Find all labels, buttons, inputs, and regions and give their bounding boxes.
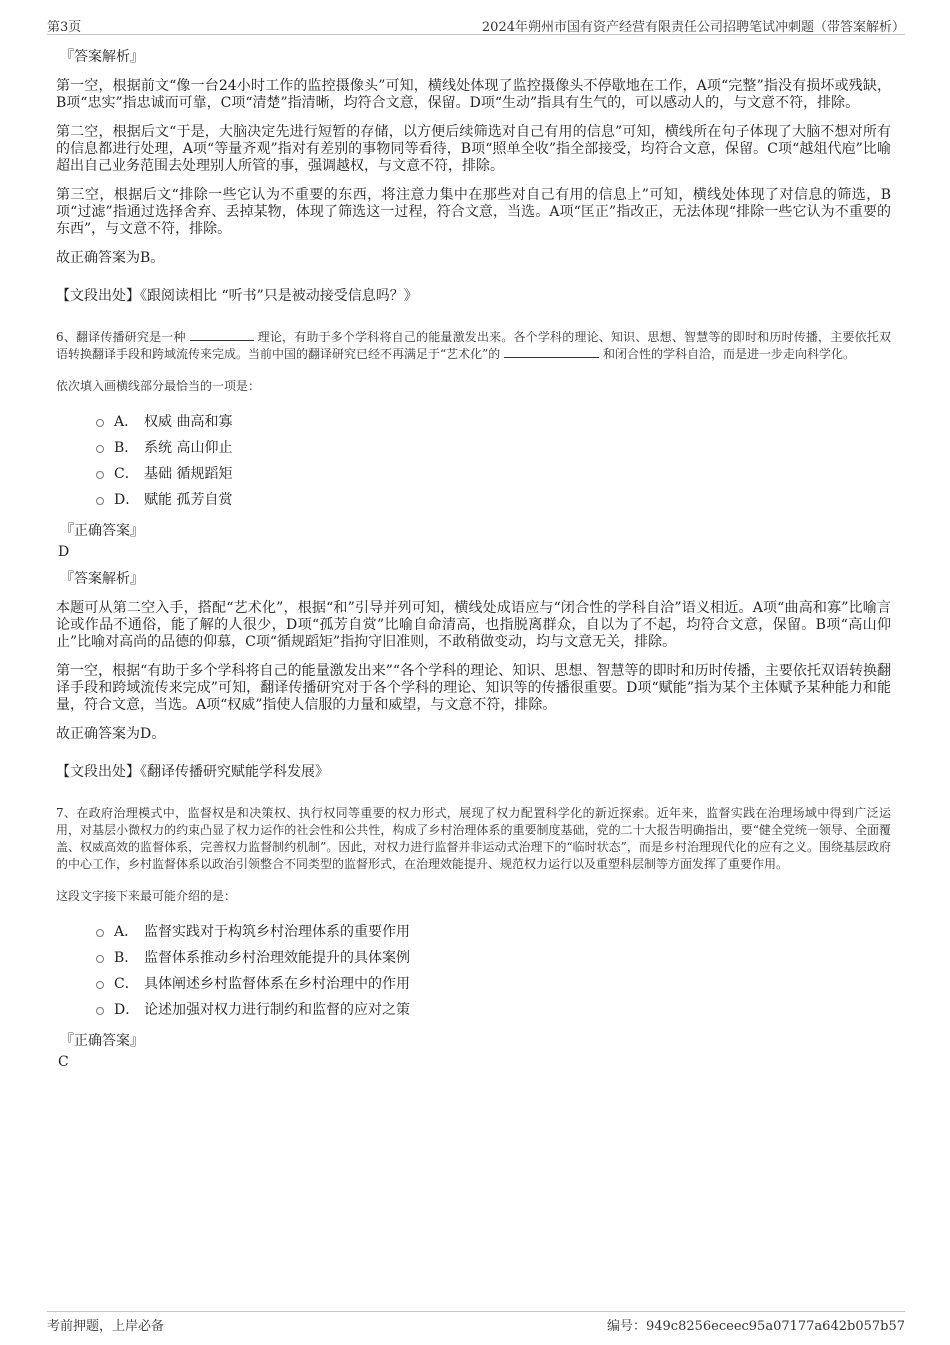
option-b[interactable]	[96, 944, 891, 970]
option-text: 赋能 孤芳自赏	[144, 492, 233, 508]
text-source: 【文段出处】《翻译传播研究赋能学科发展》	[56, 764, 329, 780]
option-text: 监督体系推动乡村治理效能提升的具体案例	[144, 950, 410, 966]
option-c[interactable]	[96, 970, 891, 996]
option-letter: D．	[114, 1002, 140, 1018]
analysis-label: 『答案解析』	[60, 571, 144, 587]
analysis-paragraph: 本题可从第二空入手，搭配“艺术化”，根据“和”引导并列可知，横线处成语应与“闭合性的学科自洽”语义相近。A项“曲高和寡”比喻言论或作品不通俗，能了解的人很少，D项“孤芳自赏”比喻自命清高，也指脱离群众，自以为了不起，均符合文意，保留。B项“高山仰止”比喻对高尚的品德的仰慕，C项“循规蹈矩”指拘守旧准则，不敢稍做变动，均与文意无关，排除。	[56, 600, 891, 650]
analysis-paragraph: 第三空，根据后文“排除一些它认为不重要的东西，将注意力集中在那些对自己有用的信息上”可知，横线处体现了对信息的筛选，B项“过滤”指通过选择舍弃、丢掉某物，体现了筛选这一过程，符合文意，当选。A项“匡正”指改正，无法体现“排除一些它认为不重要的东西”，与文意不符，排除。	[56, 187, 891, 237]
page-header	[47, 12, 905, 35]
analysis-paragraph: 第一空，根据前文“像一台24小时工作的监控摄像头”可知，横线处体现了监控摄像头不停歇地在工作，A项“完整”指没有损坏或残缺，B项“忠实”指忠诚而可靠，C项“清楚”指清晰，均符合文意，保留。D项“生动”指具有生气的，可以感动人的，与文意不符，排除。	[56, 78, 891, 111]
question-text: 和闭合性的学科自洽，而是进一步走向科学化。	[602, 347, 855, 361]
option-text: 论述加强对权力进行制约和监督的应对之策	[144, 1002, 410, 1018]
radio-icon[interactable]	[96, 981, 104, 989]
option-letter: D．	[114, 492, 140, 508]
option-c[interactable]	[96, 460, 891, 486]
option-d[interactable]	[96, 486, 891, 512]
radio-icon[interactable]	[96, 419, 104, 427]
option-d[interactable]	[96, 996, 891, 1022]
question-6	[56, 329, 891, 363]
option-text: 系统 高山仰止	[144, 440, 233, 456]
fill-blank	[504, 347, 599, 358]
question-text: 理论，有助于多个学科将自己的能量激发出来。各个学科的理论、知识、思想、智慧等的即时和历时传播，主要依托双语转换翻译手段和跨域流传来完成。当前中国的翻译研究已经不再满足于“艺术化”的	[56, 330, 891, 361]
option-letter: C．	[114, 466, 139, 482]
option-letter: A．	[114, 414, 139, 430]
footer-slogan: 考前押题，上岸必备	[47, 1319, 165, 1334]
option-list	[96, 918, 891, 1022]
option-letter: B．	[114, 950, 139, 966]
option-text: 权威 曲高和寡	[144, 414, 233, 430]
radio-icon[interactable]	[96, 497, 104, 505]
page-footer	[47, 1311, 905, 1334]
document-title: 2024年朔州市国有资产经营有限责任公司招聘笔试冲刺题（带答案解析）	[481, 20, 905, 35]
text-source: 【文段出处】《跟阅读相比 “听书”只是被动接受信息吗？》	[56, 288, 418, 304]
radio-icon[interactable]	[96, 445, 104, 453]
page-number: 第3页	[47, 20, 82, 35]
final-answer: 故正确答案为B。	[56, 250, 165, 266]
option-letter: B．	[114, 440, 139, 456]
question-prompt: 依次填入画横线部分最恰当的一项是：	[56, 379, 261, 393]
correct-answer: D	[58, 544, 70, 560]
fill-blank	[190, 330, 254, 341]
option-text: 监督实践对于构筑乡村治理体系的重要作用	[144, 924, 410, 940]
final-answer: 故正确答案为D。	[56, 726, 166, 742]
radio-icon[interactable]	[96, 471, 104, 479]
option-a[interactable]	[96, 918, 891, 944]
analysis-paragraph: 第一空，根据“有助于多个学科将自己的能量激发出来”“各个学科的理论、知识、思想、智慧等的即时和历时传播，主要依托双语转换翻译手段和跨域流传来完成”可知，翻译传播研究对于各个学科的理论、知识等的传播很重要。D项“赋能”指为某个主体赋予某种能力和能量，符合文意，当选。A项“权威”指使人信服的力量和威望，与文意不符，排除。	[56, 663, 891, 713]
question-text: 6、翻译传播研究是一种	[56, 330, 186, 344]
analysis-label: 『答案解析』	[60, 49, 144, 65]
option-list	[96, 408, 891, 512]
document-content	[56, 40, 891, 1070]
analysis-paragraph: 第二空，根据后文“于是，大脑决定先进行短暂的存储，以方便后续筛选对自己有用的信息”可知，横线所在句子体现了大脑不想对所有的信息都进行处理，A项“等量齐观”指对有差别的事物同等看待，B项“照单全收”指全部接受，均符合文意，保留。C项“越俎代庖”比喻超出自己业务范围去处理别人所管的事，强调越权，与文意不符，排除。	[56, 124, 891, 174]
correct-answer-label: 『正确答案』	[60, 523, 144, 539]
correct-answer-label: 『正确答案』	[60, 1033, 144, 1049]
question-prompt: 这段文字接下来最可能介绍的是：	[56, 889, 237, 903]
correct-answer: C	[58, 1054, 69, 1070]
radio-icon[interactable]	[96, 929, 104, 937]
option-text: 具体阐述乡村监督体系在乡村治理中的作用	[144, 976, 410, 992]
option-letter: C．	[114, 976, 139, 992]
radio-icon[interactable]	[96, 955, 104, 963]
document-code: 编号：949c8256eceec95a07177a642b057b57	[606, 1319, 905, 1334]
option-text: 基础 循规蹈矩	[144, 466, 233, 482]
question-7: 7、在政府治理模式中，监督权是和决策权、执行权同等重要的权力形式，展现了权力配置科学化的新近探索。近年来，监督实践在治理场域中得到广泛运用，对基层小微权力的约束凸显了权力运作的社会性和公共性，构成了乡村治理体系的重要制度基础，党的二十大报告明确指出，要“健全党统一领导、全面覆盖、权威高效的监督体系，完善权力监督制约机制”。因此，对权力进行监督并非运动式治理下的“临时状态”，而是乡村治理现代化的应有之义。围绕基层政府的中心工作，乡村监督体系以政治引领整合不同类型的监督形式，在治理效能提升、规范权力运行以及重塑科层制等方面发挥了重要作用。	[56, 806, 891, 871]
option-a[interactable]	[96, 408, 891, 434]
radio-icon[interactable]	[96, 1007, 104, 1015]
option-letter: A．	[114, 924, 139, 940]
option-b[interactable]	[96, 434, 891, 460]
